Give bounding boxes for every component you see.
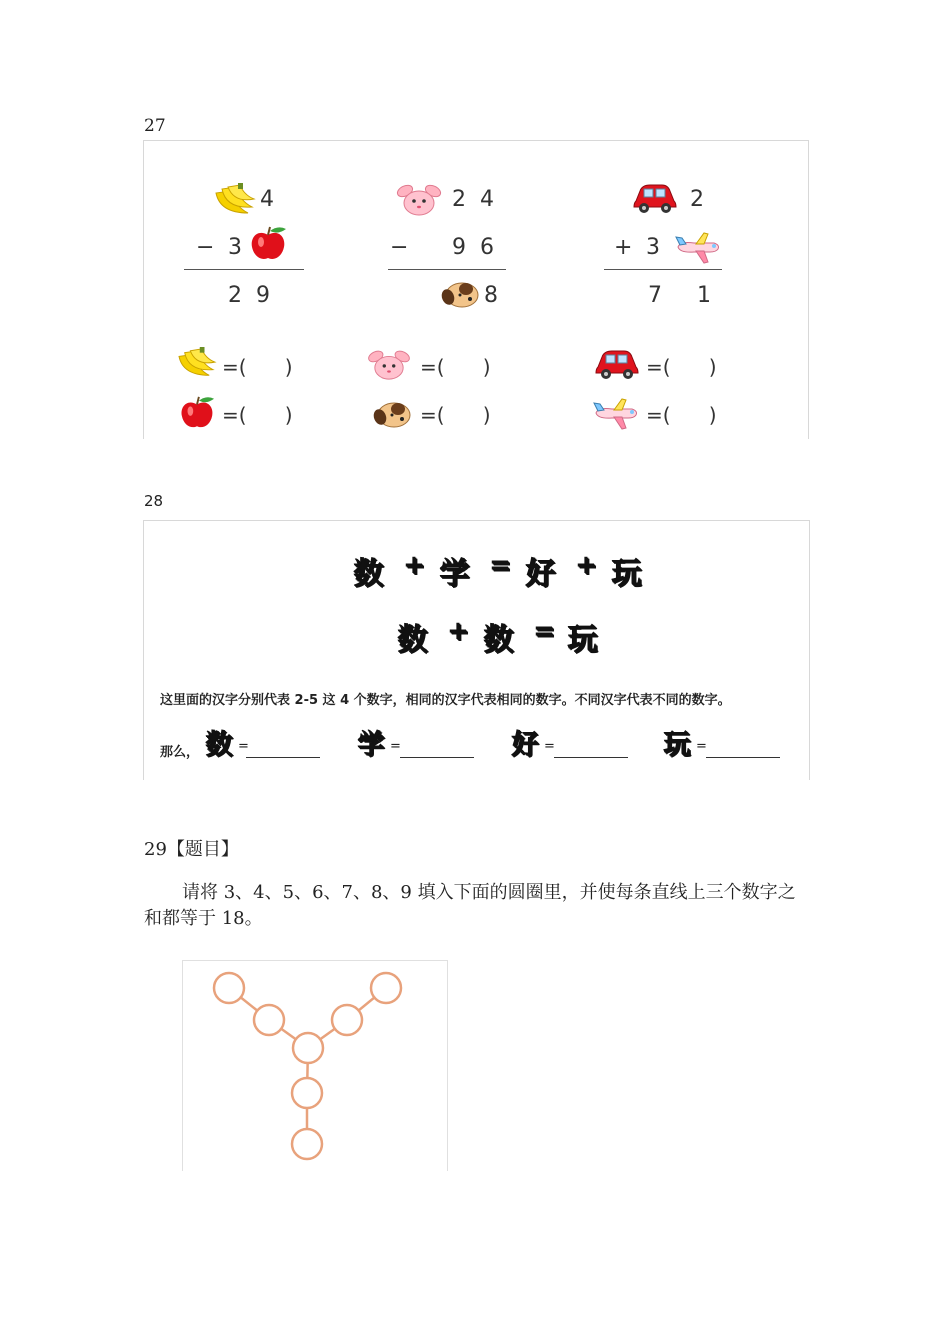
dog-icon: [372, 397, 412, 431]
eq2-eq: =: [534, 617, 556, 647]
answer-char-shu: 数: [206, 730, 233, 761]
y-diagram: [183, 961, 447, 1171]
car-answer: =( ): [646, 355, 717, 379]
airplane-icon: [674, 231, 722, 265]
eq1-char-1: 数: [354, 557, 384, 592]
airplane-answer: =( ): [646, 403, 717, 427]
number-circle[interactable]: [371, 973, 401, 1003]
eq1-op-1: +: [404, 551, 426, 581]
p2-rule: [388, 269, 506, 270]
eq1-char-4: 玩: [612, 557, 642, 592]
question-number-28: 28: [144, 492, 164, 510]
p3-mid: 3: [646, 235, 660, 260]
answer-eq-3: =: [544, 739, 555, 754]
p1-mid: 3: [228, 235, 242, 260]
number-circle[interactable]: [254, 1005, 284, 1035]
banana-icon: [174, 347, 218, 381]
number-circle[interactable]: [292, 1129, 322, 1159]
p3-op: +: [614, 235, 633, 260]
p1-top: 4: [260, 187, 274, 212]
p1-rule: [184, 269, 304, 270]
rabbit-icon: [396, 181, 442, 217]
number-circle[interactable]: [293, 1033, 323, 1063]
q28-description: 这里面的汉字分别代表 2-5 这 4 个数字，相同的汉字代表相同的数字。不同汉字代表不同的数字。: [160, 693, 731, 708]
apple-answer: =( ): [222, 403, 293, 427]
eq1-op-2: +: [576, 551, 598, 581]
answer-eq-4: =: [696, 739, 707, 754]
rabbit-icon: [366, 347, 412, 381]
q28-panel: [143, 520, 810, 780]
question-title-29: 29【题目】: [144, 839, 239, 860]
q29-text-line-1: 请将 3、4、5、6、7、8、9 填入下面的圆圈里，并使每条直线上三个数字之: [182, 882, 796, 903]
number-circle[interactable]: [332, 1005, 362, 1035]
eq2-char-3: 玩: [568, 623, 598, 658]
q27-panel: [143, 140, 809, 439]
number-circle[interactable]: [214, 973, 244, 1003]
apple-icon: [178, 395, 216, 431]
q29-text-line-2: 和都等于 18。: [144, 908, 263, 929]
car-icon: [632, 181, 678, 215]
eq1-char-2: 学: [440, 557, 470, 592]
answer-eq-2: =: [390, 739, 401, 754]
airplane-icon: [592, 397, 640, 431]
eq2-op: +: [448, 617, 470, 647]
p3-rule: [604, 269, 722, 270]
answer-char-xue: 学: [358, 730, 385, 761]
dog-answer: =( ): [420, 403, 491, 427]
number-circle[interactable]: [292, 1078, 322, 1108]
then-label: 那么，: [160, 745, 200, 760]
eq2-char-1: 数: [398, 623, 428, 658]
answer-eq-1: =: [238, 739, 249, 754]
p2-mid: 9 6: [452, 235, 494, 260]
banana-icon: [212, 183, 256, 219]
answer-blank-1[interactable]: [246, 757, 320, 758]
p1-bottom: 2 9: [228, 283, 270, 308]
answer-blank-3[interactable]: [554, 757, 628, 758]
apple-icon: [248, 225, 288, 263]
p1-op: −: [196, 235, 215, 260]
p2-top: 2 4: [452, 187, 494, 212]
answer-char-hao: 好: [512, 730, 539, 761]
banana-answer: =( ): [222, 355, 293, 379]
p2-op: −: [390, 235, 409, 260]
rabbit-answer: =( ): [420, 355, 491, 379]
p2-bottom: 8: [484, 283, 498, 308]
question-number-27: 27: [144, 116, 166, 136]
eq2-char-2: 数: [484, 623, 514, 658]
p3-top: 2: [690, 187, 704, 212]
eq1-eq: =: [490, 551, 512, 581]
y-diagram-panel: [182, 960, 448, 1171]
p3-bottom: 7 1: [648, 283, 711, 308]
dog-icon: [440, 277, 480, 311]
answer-blank-2[interactable]: [400, 757, 474, 758]
eq1-char-3: 好: [526, 557, 556, 592]
answer-blank-4[interactable]: [706, 757, 780, 758]
car-icon: [594, 347, 640, 381]
answer-char-wan: 玩: [664, 730, 691, 761]
